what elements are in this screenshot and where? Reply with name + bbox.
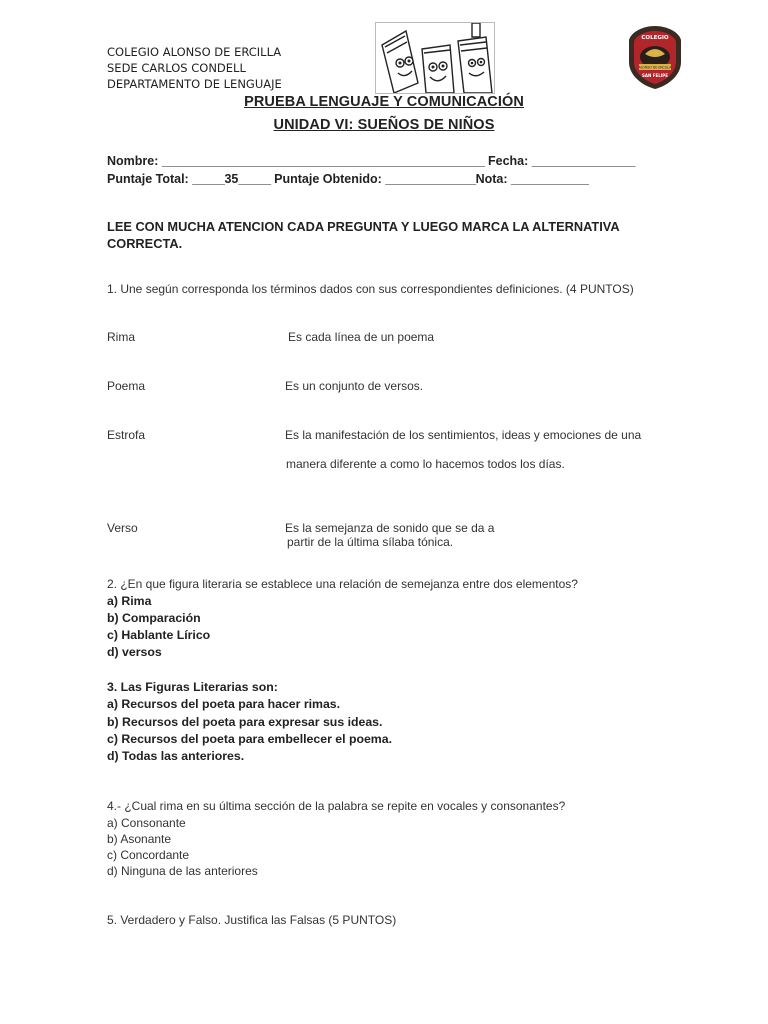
question-4-option-d[interactable]: d) Ninguna de las anteriores [107, 864, 258, 878]
puntaje-total-value: 35 [224, 172, 239, 186]
nota-field[interactable]: ____________ [511, 172, 589, 186]
svg-text:COLEGIO: COLEGIO [641, 35, 669, 41]
puntaje-total-label: Puntaje Total: [107, 172, 189, 186]
puntaje-total-line-pre: _____ [192, 172, 225, 186]
question-2-option-b[interactable]: b) Comparación [107, 611, 201, 625]
svg-text:ALONSO DE ERCILLA: ALONSO DE ERCILLA [638, 65, 672, 70]
question-3-option-c[interactable]: c) Recursos del poeta para embellecer el poema. [107, 732, 392, 746]
question-1-text: 1. Une según corresponda los términos dados con sus correspondientes definiciones. (4 PUNTOS) [107, 282, 634, 296]
instructions-line2: CORRECTA. [107, 236, 183, 251]
question-3-text: 3. Las Figuras Literarias son: [107, 680, 278, 694]
school-name: COLEGIO ALONSO DE ERCILLA [107, 45, 282, 59]
nombre-row [107, 154, 635, 168]
question-4-option-a[interactable]: a) Consonante [107, 816, 186, 830]
question-2-option-a[interactable]: a) Rima [107, 594, 152, 608]
puntaje-obtenido-field[interactable]: ______________ [385, 172, 476, 186]
term-estrofa: Estrofa [107, 428, 146, 442]
definition-2: Es un conjunto de versos. [285, 379, 424, 393]
school-department: DEPARTAMENTO DE LENGUAJE [107, 77, 282, 91]
question-4-option-c[interactable]: c) Concordante [107, 848, 190, 862]
definition-4-line1: Es la semejanza de sonido que se da a [285, 521, 495, 535]
exam-title: PRUEBA LENGUAJE Y COMUNICACIÓN [244, 94, 524, 110]
puntaje-total-line-post: _____ [238, 172, 271, 186]
question-2-text: 2. ¿En que figura literaria se establece una relación de semejanza entre dos elementos? [107, 577, 578, 591]
term-rima: Rima [107, 330, 136, 344]
puntaje-row [107, 172, 588, 186]
fecha-field[interactable]: ________________ [531, 154, 635, 168]
question-5-text: 5. Verdadero y Falso. Justifica las Falsas (5 PUNTOS) [107, 913, 397, 927]
definition-4-line2: partir de la última sílaba tónica. [287, 535, 454, 549]
school-crest-logo [627, 24, 683, 90]
term-verso: Verso [107, 521, 138, 535]
svg-text:SAN FELIPE: SAN FELIPE [642, 73, 668, 78]
definition-3-line1: Es la manifestación de los sentimientos, ideas y emociones de una [285, 428, 642, 442]
question-3-option-d[interactable]: d) Todas las anteriores. [107, 749, 245, 763]
term-poema: Poema [107, 379, 146, 393]
definition-3-line2: manera diferente a como lo hacemos todos los días. [286, 457, 565, 471]
question-2-option-d[interactable]: d) versos [107, 645, 162, 659]
instructions-line1: LEE CON MUCHA ATENCION CADA PREGUNTA Y LUEGO MARCA LA ALTERNATIVA [107, 219, 620, 234]
question-4-option-b[interactable]: b) Asonante [107, 832, 172, 846]
unit-title: UNIDAD VI: SUEÑOS DE NIÑOS [273, 117, 495, 133]
definition-1: Es cada línea de un poema [288, 330, 435, 344]
fecha-label: Fecha: [487, 154, 529, 168]
puntaje-obtenido-label: Puntaje Obtenido: [274, 172, 382, 186]
nombre-field[interactable]: __________________________________________________ [161, 154, 485, 168]
nombre-label: Nombre: [107, 154, 159, 168]
cartoon-books-image [375, 22, 495, 94]
nota-label: Nota: [475, 172, 508, 186]
question-3-option-a[interactable]: a) Recursos del poeta para hacer rimas. [107, 697, 341, 711]
school-campus: SEDE CARLOS CONDELL [107, 61, 246, 75]
question-4-text: 4.- ¿Cual rima en su última sección de la palabra se repite en vocales y consonantes? [107, 799, 566, 813]
question-2-option-c[interactable]: c) Hablante Lírico [107, 628, 211, 642]
question-3-option-b[interactable]: b) Recursos del poeta para expresar sus ideas. [107, 715, 383, 729]
